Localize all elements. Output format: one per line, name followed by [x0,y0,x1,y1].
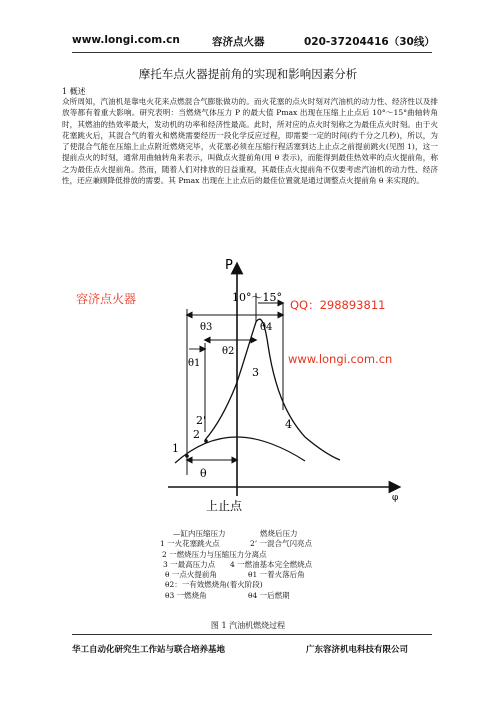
legend-item: θ1 一着火落后角 [248,570,305,580]
angle-range-label: 10°～15° [232,291,282,304]
section-heading: 1 概述 [62,87,86,96]
legend-row [160,550,400,560]
legend-item: 3 一最高压力点 [163,559,216,569]
footer-divider [72,634,432,635]
combustion-diagram [0,250,496,520]
theta2-label: θ2 [222,346,235,357]
legend-item: 2’ 一混合气闪亮点 [250,539,313,549]
figure-caption: 图 1 汽油机燃烧过程 [210,621,286,630]
page-header [72,34,435,50]
legend-item: θ4 一后燃期 [248,590,290,600]
tdc-label: 上止点 [206,499,243,513]
phi-axis-label: φ [392,493,399,503]
legend-item: 2 一燃烧压力与压缩压力分离点 [162,549,267,559]
legend-row [160,560,400,570]
legend-item: 4 一燃油基本完全燃烧点 [230,559,313,569]
theta3-label: θ3 [200,322,213,333]
point-4-label: 4 [285,418,292,431]
theta-label: θ [200,467,207,480]
intro-paragraph: 众所周知，汽油机是靠电火花来点燃混合气膨胀做功的。而火花塞的点火时刻对汽油机的动力性、经济性以及排放等都有着重大影响。研究表明：当燃烧气体压力 P 的最大值 Pmax 出现在压缩上止点后 10°～15°曲轴转角时，其燃油的热效率最大，发动机的功率和经济性最高。此时，所对应的点火时刻称之为最佳点火时刻。由于火花塞跳火后，其混合气的着火和燃烧需要经历一段化学反应过程，即需要一定的时间(约千分之几秒)，所以，为了使混合气能在压缩上止点附近燃烧完毕，火花塞必须在压缩行程活塞到达上止点之前提前跳火(见图 1)，这一提前点火的时刻，通常用曲轴转角来表示，叫做点火提前角(用 θ 表示)，而能得到最佳热效率的点火提前角，称之为最佳点火提前角。然而，随着人们对排放的日益重视，其最佳点火提前角不仅要考虑汽油机的动力性、经济性，还应兼顾降低排放的需要。其 Pmax 出现在上止点后的最佳位置就是通过调整点火提前角 θ 来实现的。 [62,97,438,186]
watermark-brand: 容济点火器 [76,292,137,306]
legend-item: —缸内压缩压力 [173,529,226,538]
footer-right: 广东容济机电科技有限公司 [306,645,409,655]
legend-item: 燃烧后压力 [260,529,298,538]
document-title: 摩托车点火器提前角的实现和影响因素分析 [138,67,358,81]
header-website: www.longi.com.cn [72,34,180,46]
point-1-marker [185,454,189,458]
legend-item: θ3 一燃烧角 [165,590,207,600]
p-axis-label: P [225,258,233,273]
legend-row [160,529,400,539]
theta1-label: θ1 [188,358,201,369]
legend-row [160,580,400,590]
point-3-label: 3 [252,366,259,379]
point-2-label: 2 [193,428,200,441]
legend-row [160,570,400,580]
point-2-marker [204,439,208,443]
header-brand: 容济点火器 [212,36,265,48]
legend-row [160,591,400,601]
legend-item: θ 一点火提前角 [165,570,217,580]
watermark-qq: QQ：298893811 [290,298,386,312]
point-1-label: 1 [172,442,179,455]
legend-row [160,539,400,549]
legend-item: 1 一火花塞跳火点 [160,539,220,549]
footer-left: 华工自动化研究生工作站与联合培养基地 [72,645,226,655]
legend-item: θ2：一有效燃烧角(着火阶段) [165,580,263,590]
header-divider [72,52,432,53]
point-2p-label: 2' [196,414,207,427]
figure-legend [160,529,400,601]
theta4-label: θ4 [260,322,273,333]
header-phone: 020-37204416（30线） [304,36,435,48]
watermark-site: www.longi.com.cn [288,352,393,366]
